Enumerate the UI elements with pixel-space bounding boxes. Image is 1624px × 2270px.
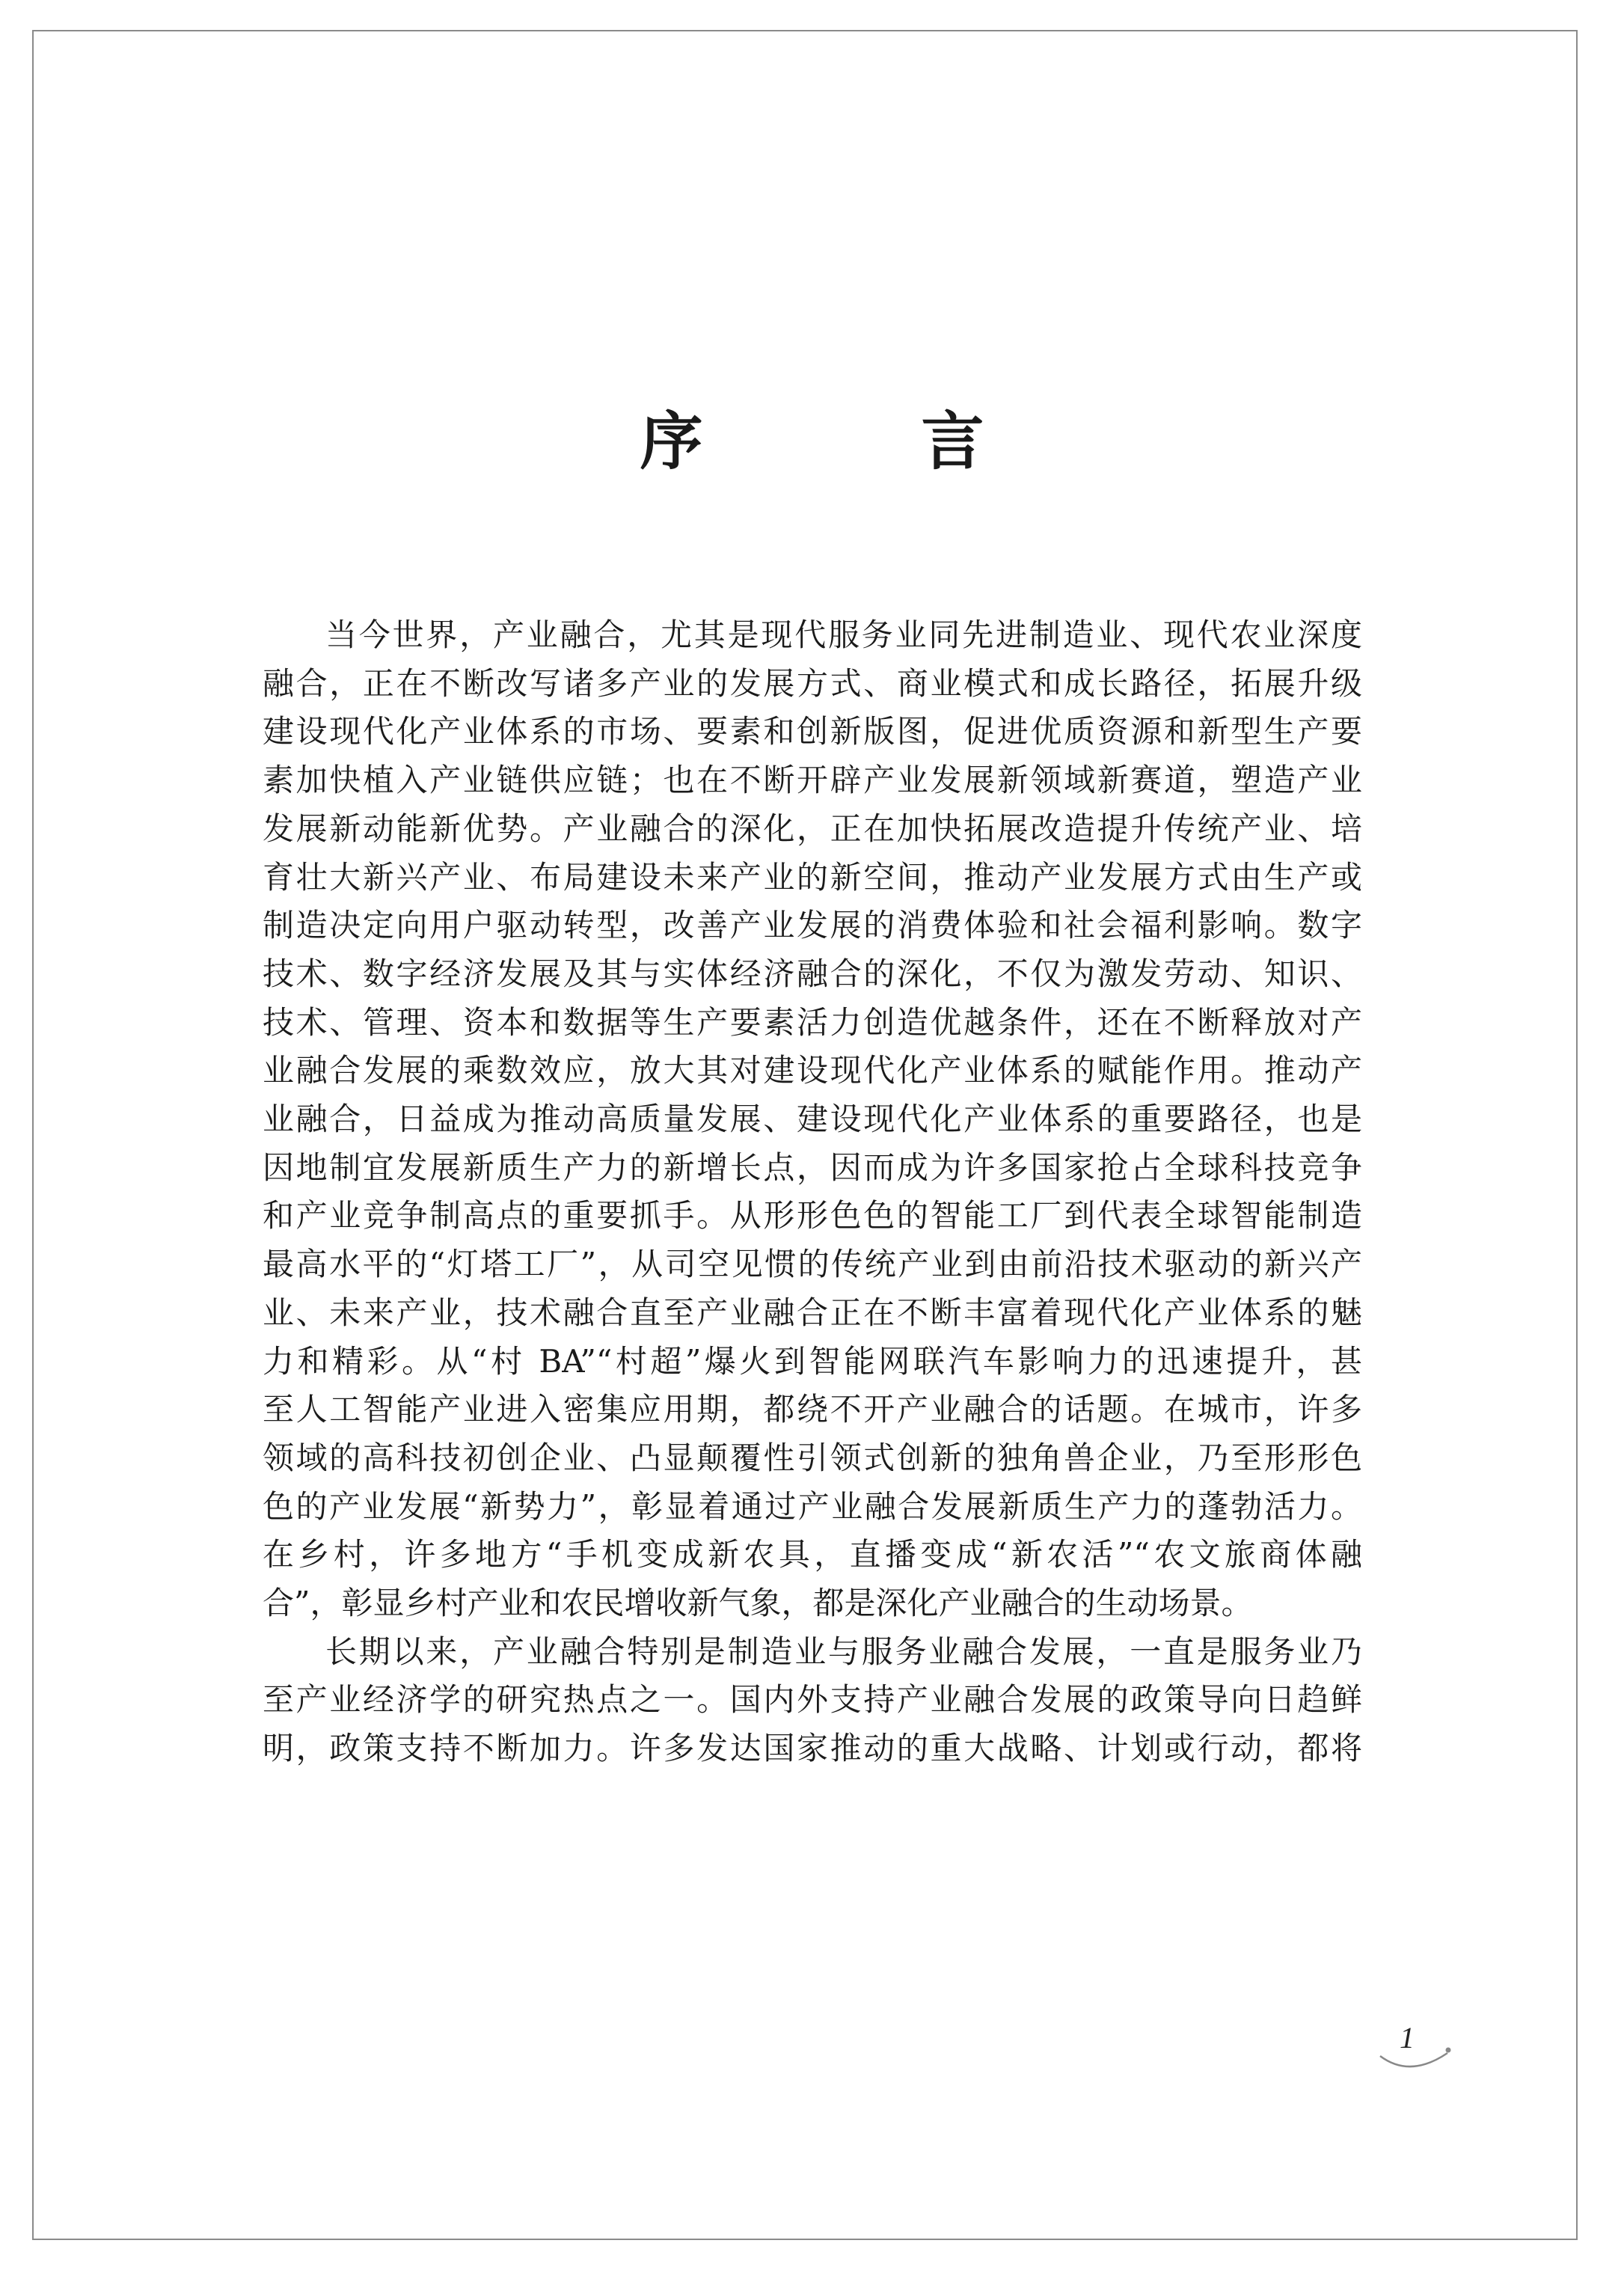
text-line: 最高水平的“灯塔工厂”，从司空见惯的传统产业到由前沿技术驱动的新兴产 [263,1246,1362,1283]
text-line: 合”，彰显乡村产业和农民增收新气象，都是深化产业融合的生动场景。 [263,1585,1253,1622]
text-line: 和产业竞争制高点的重要抓手。从形形色色的智能工厂到代表全球智能制造 [263,1197,1362,1235]
text-line: 育壮大新兴产业、布局建设未来产业的新空间，推动产业发展方式由生产或 [263,858,1362,896]
text-line: 至人工智能产业进入密集应用期，都绕不开产业融合的话题。在城市，许多 [263,1391,1362,1428]
text-line: 技术、管理、资本和数据等生产要素活力创造优越条件，还在不断释放对产 [263,1003,1362,1041]
text-line: 当今世界，产业融合，尤其是现代服务业同先进制造业、现代农业深度 [325,617,1362,653]
page-number: 1 [1400,2021,1415,2055]
text-line: 色的产业发展“新势力”，彰显着通过产业融合发展新质生产力的蓬勃活力。 [263,1487,1362,1525]
page-title: 序 言 [640,404,1062,478]
text-line: 业、未来产业，技术融合直至产业融合正在不断丰富着现代化产业体系的魅 [263,1294,1362,1331]
text-line: 制造决定向用户驱动转型，改善产业发展的消费体验和社会福利影响。数字 [263,907,1362,944]
text-line: 业融合，日益成为推动高质量发展、建设现代化产业体系的重要路径，也是 [263,1101,1362,1138]
paragraph-1 [263,611,1362,1628]
text-line: 长期以来，产业融合特别是制造业与服务业融合发展，一直是服务业乃 [325,1633,1362,1670]
text-line: 素加快植入产业链供应链；也在不断开辟产业发展新领域新赛道，塑造产业 [263,762,1362,799]
text-line: 建设现代化产业体系的市场、要素和创新版图，促进优质资源和新型生产要 [263,713,1362,750]
text-line: 业融合发展的乘数效应，放大其对建设现代化产业体系的赋能作用。推动产 [263,1052,1362,1089]
body-text [263,611,1362,1773]
text-line: 领域的高科技初创企业、凸显颠覆性引领式创新的独角兽企业，乃至形形色 [263,1439,1362,1476]
page-number-swoosh-icon [1373,2020,1462,2072]
text-line: 力和精彩。从“村 BA”“村超”爆火到智能网联汽车影响力的迅速提升，甚 [263,1342,1362,1380]
text-line: 在乡村，许多地方“手机变成新农具，直播变成“新农活”“农文旅商体融 [263,1536,1362,1573]
page-number-area [1373,2020,1462,2072]
text-line: 融合，正在不断改写诸多产业的发展方式、商业模式和成长路径，拓展升级 [263,664,1362,702]
text-line: 明，政策支持不断加力。许多发达国家推动的重大战略、计划或行动，都将 [263,1730,1362,1767]
text-line: 至产业经济学的研究热点之一。国内外支持产业融合发展的政策导向日趋鲜 [263,1681,1362,1719]
text-line: 发展新动能新优势。产业融合的深化，正在加快拓展改造提升传统产业、培 [263,810,1362,847]
text-line: 因地制宜发展新质生产力的新增长点，因而成为许多国家抢占全球科技竞争 [263,1148,1362,1186]
text-line: 技术、数字经济发展及其与实体经济融合的深化，不仅为激发劳动、知识、 [263,955,1362,992]
paragraph-2 [263,1628,1362,1773]
